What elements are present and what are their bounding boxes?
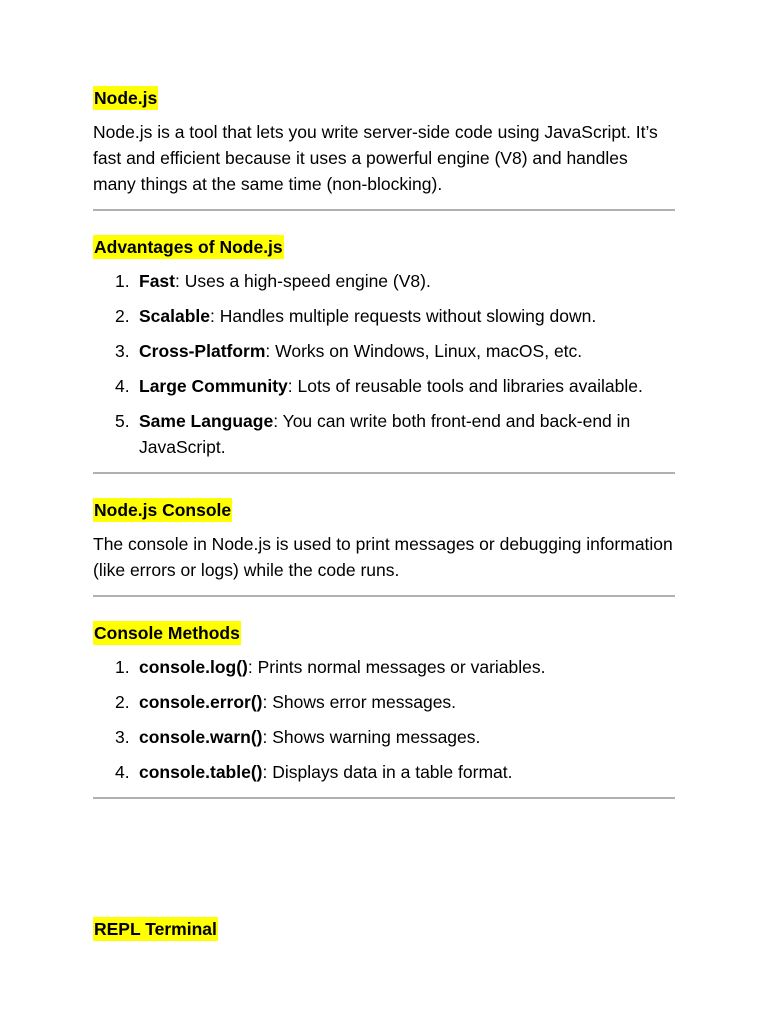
divider (93, 595, 675, 597)
list-term: console.log() (139, 657, 248, 677)
list-item (93, 654, 675, 680)
advantages-list (93, 268, 675, 460)
list-number: 1. (115, 657, 130, 677)
list-item (93, 338, 675, 364)
document-page (93, 86, 675, 941)
list-item (93, 759, 675, 785)
list-text: : Handles multiple requests without slowing down. (210, 306, 597, 326)
heading-advantages: Advantages of Node.js (94, 237, 283, 257)
list-number: 1. (115, 271, 130, 291)
list-number: 2. (115, 692, 130, 712)
list-item (93, 303, 675, 329)
list-text: : Uses a high-speed engine (V8). (174, 271, 431, 291)
list-term: console.warn() (139, 727, 263, 747)
list-term: Fast (139, 271, 175, 291)
list-text: : Shows error messages. (262, 692, 457, 712)
list-term: Cross-Platform (139, 341, 266, 361)
list-text: : Lots of reusable tools and libraries available. (287, 376, 643, 396)
list-item (93, 408, 675, 460)
section-nodejs (93, 86, 675, 197)
list-item (93, 268, 675, 294)
list-term: console.error() (139, 692, 263, 712)
heading-nodejs: Node.js (94, 88, 158, 108)
console-methods-list (93, 654, 675, 785)
list-number: 5. (115, 411, 130, 431)
paragraph-console: The console in Node.js is used to print messages or debugging information (like errors or logs) while the code runs. (93, 534, 673, 580)
list-number: 4. (115, 762, 130, 782)
divider (93, 209, 675, 211)
list-item (93, 373, 675, 399)
list-text: : Works on Windows, Linux, macOS, etc. (265, 341, 583, 361)
list-number: 3. (115, 341, 130, 361)
list-item (93, 689, 675, 715)
section-console (93, 498, 675, 583)
list-text: : You can write both front-end and back-end in JavaScript. (139, 411, 631, 457)
list-text: : Shows warning messages. (262, 727, 481, 747)
list-number: 3. (115, 727, 130, 747)
list-item (93, 724, 675, 750)
list-term: Large Community (139, 376, 288, 396)
list-number: 2. (115, 306, 130, 326)
section-repl (93, 917, 675, 941)
heading-console: Node.js Console (94, 500, 232, 520)
divider (93, 472, 675, 474)
paragraph-nodejs: Node.js is a tool that lets you write server-side code using JavaScript. It’s fast and efficient because it uses a powerful engine (V8) and handles many things at the same time (non-blocking). (93, 122, 658, 194)
section-advantages (93, 235, 675, 460)
list-text: : Displays data in a table format. (262, 762, 513, 782)
section-console-methods (93, 621, 675, 785)
list-text: : Prints normal messages or variables. (247, 657, 546, 677)
list-number: 4. (115, 376, 130, 396)
blank-space (93, 799, 675, 893)
heading-repl: REPL Terminal (94, 919, 217, 939)
list-term: console.table() (139, 762, 263, 782)
list-term: Scalable (139, 306, 211, 326)
heading-console-methods: Console Methods (94, 623, 240, 643)
list-term: Same Language (139, 411, 274, 431)
